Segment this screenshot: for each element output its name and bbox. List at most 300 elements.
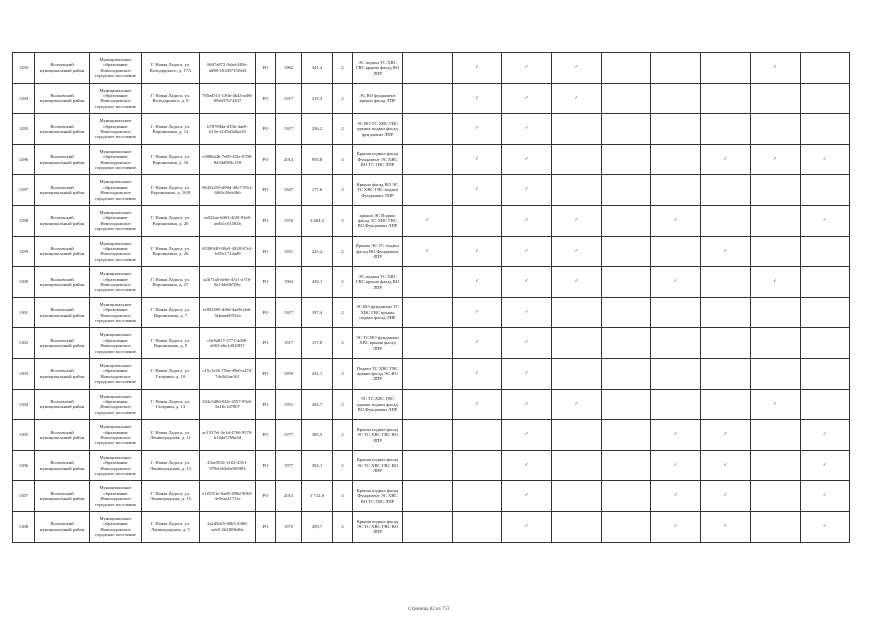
cell-id: b78789da-d35b-4ae0-b15e-e145a0a0ae29 [200,114,256,145]
check-mark-icon: ✓ [452,53,502,84]
check-mark-icon: ✓ [800,420,850,451]
cell-address: Г. Новая Ладога, ул. Воронихина, д. 16 [142,144,200,175]
cell-district: Волховский муниципальный район [35,328,90,359]
check-mark-icon: ✓ [800,481,850,512]
cell-n: 1308 [13,511,35,542]
cell-address: Г. Новая Ладога, ул. Воронихина, д. 13 [142,114,200,145]
empty-mark-cell [552,481,602,512]
cell-n: 1296 [13,144,35,175]
table-row [13,144,850,175]
empty-mark-cell [601,297,651,328]
cell-year: 1951 [276,389,302,420]
empty-mark-cell [601,267,651,298]
cell-year: 1917 [276,83,302,114]
empty-mark-cell [403,53,453,84]
empty-mark-cell [452,420,502,451]
empty-mark-cell [601,481,651,512]
cell-id: 632e348d-9f2f-4557-95e6-5a16c1d7807 [200,389,256,420]
check-mark-icon: ✓ [800,450,850,481]
empty-mark-cell [750,175,800,206]
cell-id: 785ed515-136b-4b43-ad8f-09a937b72447 [200,83,256,114]
cell-id: 65390f40-98a5-4928-87e2-fc09c1722ad9 [200,236,256,267]
cell-cnt: 2 [333,175,353,206]
cell-address: Г. Новая Ладога, ул. Воронихина, д. 16/8 [142,175,200,206]
check-mark-icon: ✓ [800,144,850,175]
empty-mark-cell [552,328,602,359]
cell-settlement: Муниципальное образование Новоладожское городское поселение [90,328,142,359]
empty-mark-cell [403,481,453,512]
check-mark-icon: ✓ [800,511,850,542]
cell-cnt: 5 [333,205,353,236]
cell-year: 2014 [276,144,302,175]
cell-year: 1947 [276,175,302,206]
check-mark-icon: ✓ [701,450,751,481]
table-row [13,420,850,451]
check-mark-icon: ✓ [502,328,552,359]
cell-works: Крыша подвал фасад ЭС ТС ХВС ГВС ВО ЛПР [353,420,403,451]
empty-mark-cell [800,236,850,267]
table-row [13,205,850,236]
cell-works: ЭС ТС ХВС ГВС крыша подвал фасад ВО Фундамент ЛПР [353,389,403,420]
empty-mark-cell [750,205,800,236]
empty-mark-cell [403,420,453,451]
cell-district: Волховский муниципальный район [35,175,90,206]
check-mark-icon: ✓ [452,114,502,145]
cell-works: ЭС ВО ТС ХВС ГВС крыша подвал фасад фундамент ЛПР [353,114,403,145]
cell-n: 1302 [13,328,35,359]
check-mark-icon: ✓ [502,53,552,84]
cell-n: 1299 [13,236,35,267]
cell-type: РО [256,267,276,298]
cell-id: ac1557ef-3e1d-4766-9570-b14da5768a5d [200,420,256,451]
cell-area: 1 712,8 [302,481,333,512]
check-mark-icon: ✓ [452,267,502,298]
empty-mark-cell [601,144,651,175]
cell-type: РО [256,481,276,512]
empty-mark-cell [800,358,850,389]
cell-works: Крыша подвал фасад ЭС ТС ХВС ГВС ВО ЛПР [353,511,403,542]
empty-mark-cell [800,114,850,145]
check-mark-icon: ✓ [750,267,800,298]
cell-year: 1977 [276,420,302,451]
cell-district: Волховский муниципальный район [35,420,90,451]
cell-type: РО [256,175,276,206]
cell-works: Крыша подвал фасад Фундамент ЭС ХВС ВО ТС ГВС ЛПР [353,144,403,175]
check-mark-icon: ✓ [750,144,800,175]
check-mark-icon: ✓ [552,236,602,267]
cell-year: 1917 [276,328,302,359]
cell-settlement: Муниципальное образование Новоладожское городское поселение [90,144,142,175]
cell-cnt: 2 [333,511,353,542]
cell-district: Волховский муниципальный район [35,267,90,298]
cell-works: Крыша подвал фасад ЭС ТС ХВС ГВС ВО ЛПР [353,450,403,481]
empty-mark-cell [403,511,453,542]
table-row [13,481,850,512]
check-mark-icon: ✓ [502,114,552,145]
empty-mark-cell [601,236,651,267]
cell-district: Волховский муниципальный район [35,83,90,114]
page-footer: Страница 82 из 753 [408,607,450,612]
empty-mark-cell [403,175,453,206]
empty-mark-cell [651,328,701,359]
check-mark-icon: ✓ [750,53,800,84]
check-mark-icon: ✓ [403,205,453,236]
cell-year: 1975 [276,511,302,542]
empty-mark-cell [750,114,800,145]
empty-mark-cell [601,175,651,206]
cell-id: c0e0a817-2771-4d36-a063-e6e1d01f837 [200,328,256,359]
check-mark-icon: ✓ [452,328,502,359]
check-mark-icon: ✓ [800,205,850,236]
check-mark-icon: ✓ [552,205,602,236]
cell-type: РО [256,389,276,420]
cell-works: Крыша подвал фасад Фундамент ЭС ХВС ВО ТС ГВС ЛПР [353,481,403,512]
table-row [13,389,850,420]
cell-n: 1305 [13,420,35,451]
cell-cnt: 2 [333,297,353,328]
empty-mark-cell [701,175,751,206]
cell-area: 392,1 [302,450,333,481]
cell-works: Крыша ЭС ТС подвал фасад ВО Фундамент ЛПР [353,236,403,267]
empty-mark-cell [601,328,651,359]
empty-mark-cell [750,83,800,114]
empty-mark-cell [800,83,850,114]
table-row [13,114,850,145]
cell-id: e1f5551e-0ad9-498d-90b5-3e5eae41711e [200,481,256,512]
cell-type: РО [256,511,276,542]
check-mark-icon: ✓ [552,53,602,84]
cell-cnt: 2 [333,114,353,145]
housing-register-table [12,52,850,543]
empty-mark-cell [601,358,651,389]
cell-settlement: Муниципальное образование Новоладожское городское поселение [90,297,142,328]
check-mark-icon: ✓ [651,481,701,512]
empty-mark-cell [601,205,651,236]
cell-area: 236,2 [302,114,333,145]
cell-settlement: Муниципальное образование Новоладожское городское поселение [90,481,142,512]
cell-cnt: 2 [333,389,353,420]
empty-mark-cell [800,328,850,359]
cell-address: Г. Новая Ладога, ул. Гагарина, д. 10 [142,358,200,389]
empty-mark-cell [403,83,453,114]
cell-cnt: 2 [333,328,353,359]
empty-mark-cell [651,114,701,145]
cell-address: Г. Новая Ладога, ул. Володарского, д. 17А [142,53,200,84]
check-mark-icon: ✓ [701,511,751,542]
table-row [13,53,850,84]
cell-area: 3 664,3 [302,205,333,236]
cell-area: 955,8 [302,144,333,175]
cell-type: РО [256,205,276,236]
cell-cnt: 2 [333,236,353,267]
cell-area: 341,4 [302,53,333,84]
cell-district: Волховский муниципальный район [35,144,90,175]
empty-mark-cell [403,358,453,389]
check-mark-icon: ✓ [452,175,502,206]
check-mark-icon: ✓ [452,236,502,267]
check-mark-icon: ✓ [651,267,701,298]
cell-type: РО [256,53,276,84]
empty-mark-cell [651,297,701,328]
cell-cnt: 2 [333,358,353,389]
check-mark-icon: ✓ [502,389,552,420]
empty-mark-cell [601,389,651,420]
cell-district: Волховский муниципальный район [35,389,90,420]
cell-type: РО [256,420,276,451]
cell-settlement: Муниципальное образование Новоладожское городское поселение [90,389,142,420]
cell-area: 484,7 [302,389,333,420]
empty-mark-cell [403,267,453,298]
empty-mark-cell [750,236,800,267]
cell-district: Волховский муниципальный район [35,205,90,236]
cell-settlement: Муниципальное образование Новоладожское городское поселение [90,450,142,481]
check-mark-icon: ✓ [452,83,502,114]
empty-mark-cell [651,358,701,389]
table-row [13,236,850,267]
empty-mark-cell [750,328,800,359]
cell-works: Подвал ТС ХВС ГВС крыша фасад ЭС ВО ЛПР [353,358,403,389]
cell-n: 1293 [13,53,35,84]
cell-year: 1951 [276,236,302,267]
cell-id: a2b71a8-be6e-47a1-a716-8e13de0b706c [200,267,256,298]
cell-year: 1962 [276,53,302,84]
empty-mark-cell [552,358,602,389]
table-row [13,358,850,389]
empty-mark-cell [651,144,701,175]
empty-mark-cell [800,267,850,298]
cell-area: 431,1 [302,358,333,389]
empty-mark-cell [552,144,602,175]
cell-settlement: Муниципальное образование Новоладожское городское поселение [90,205,142,236]
cell-works: ЭС ТС ВО фундамент ХВС крыша фасад ЛПР [353,328,403,359]
cell-n: 1294 [13,83,35,114]
check-mark-icon: ✓ [701,236,751,267]
empty-mark-cell [701,389,751,420]
check-mark-icon: ✓ [452,389,502,420]
cell-settlement: Муниципальное образование Новоладожское городское поселение [90,511,142,542]
cell-year: 1959 [276,358,302,389]
check-mark-icon: ✓ [651,450,701,481]
empty-mark-cell [552,450,602,481]
cell-settlement: Муниципальное образование Новоладожское городское поселение [90,175,142,206]
cell-works: ЭС ВО фундамент ТС ХВС ГВС крыша подвал фасад ЛПР [353,297,403,328]
cell-settlement: Муниципальное образование Новоладожское городское поселение [90,358,142,389]
cell-area: 157,8 [302,328,333,359]
table-row [13,83,850,114]
empty-mark-cell [452,511,502,542]
cell-district: Волховский муниципальный район [35,236,90,267]
check-mark-icon: ✓ [502,267,552,298]
cell-address: Г. Новая Ладога, ул. Ленинградская, д. 11 [142,420,200,451]
empty-mark-cell [452,481,502,512]
empty-mark-cell [800,389,850,420]
cell-address: Г. Новая Ладога, ул. Воронихина, д. 26 [142,236,200,267]
cell-type: РО [256,297,276,328]
cell-settlement: Муниципальное образование Новоладожское городское поселение [90,420,142,451]
empty-mark-cell [601,511,651,542]
check-mark-icon: ✓ [452,358,502,389]
cell-year: 1963 [276,267,302,298]
empty-mark-cell [701,83,751,114]
cell-district: Волховский муниципальный район [35,53,90,84]
check-mark-icon: ✓ [502,481,552,512]
cell-works: ЭС подвал ТС ХВС ГВС крыша фасад ВО ЛПР [353,267,403,298]
empty-mark-cell [452,450,502,481]
empty-mark-cell [701,358,751,389]
cell-type: РО [256,358,276,389]
empty-mark-cell [403,389,453,420]
check-mark-icon: ✓ [651,511,701,542]
cell-type: РО [256,450,276,481]
empty-mark-cell [701,297,751,328]
cell-year: 1917 [276,114,302,145]
empty-mark-cell [601,83,651,114]
cell-district: Волховский муниципальный район [35,358,90,389]
cell-works: крыша ЭС Подвал фасад ТС ХВС ГВС ВО Фундамент ЛПР [353,205,403,236]
cell-area: 187,4 [302,297,333,328]
empty-mark-cell [750,511,800,542]
empty-mark-cell [552,175,602,206]
empty-mark-cell [552,297,602,328]
cell-year: 1977 [276,450,302,481]
check-mark-icon: ✓ [502,175,552,206]
cell-address: Г. Новая Ладога, ул. Воронихина, д. 9 [142,328,200,359]
cell-n: 1306 [13,450,35,481]
empty-mark-cell [601,53,651,84]
cell-cnt: 3 [333,144,353,175]
cell-district: Волховский муниципальный район [35,511,90,542]
table-row [13,175,850,206]
cell-works: ЭС ВО фундамент крыша фасад ЛПР [353,83,403,114]
cell-settlement: Муниципальное образование Новоладожское городское поселение [90,83,142,114]
empty-mark-cell [701,267,751,298]
empty-mark-cell [452,205,502,236]
check-mark-icon: ✓ [403,236,453,267]
cell-id: e3880a46-7e09-4f3e-9700-8d34d903c159 [200,144,256,175]
empty-mark-cell [750,481,800,512]
cell-area: 439,1 [302,267,333,298]
cell-settlement: Муниципальное образование Новоладожское городское поселение [90,236,142,267]
empty-mark-cell [701,205,751,236]
register-sheet [12,52,849,543]
cell-area: 385,5 [302,420,333,451]
cell-type: РО [256,83,276,114]
cell-n: 1300 [13,267,35,298]
cell-cnt: 2 [333,267,353,298]
cell-address: Г. Новая Ладога, ул. Воронихина, д. 20 [142,205,200,236]
cell-cnt: 3 [333,481,353,512]
cell-cnt: 2 [333,450,353,481]
check-mark-icon: ✓ [750,389,800,420]
cell-address: Г. Новая Ладога, ул. Воронихина, д. 7 [142,297,200,328]
cell-n: 1298 [13,205,35,236]
table-row [13,267,850,298]
empty-mark-cell [750,450,800,481]
cell-address: Г. Новая Ладога, ул. Ленинградская, д. 5 [142,511,200,542]
cell-district: Волховский муниципальный район [35,114,90,145]
empty-mark-cell [403,114,453,145]
check-mark-icon: ✓ [701,420,751,451]
check-mark-icon: ✓ [701,144,751,175]
check-mark-icon: ✓ [452,144,502,175]
empty-mark-cell [403,328,453,359]
cell-address: Г. Новая Ладога, ул. Ленинградская, д. 13 [142,450,200,481]
check-mark-icon: ✓ [502,205,552,236]
cell-id: c15c1e26-75ea-49e6-a474-7de3d2ae161 [200,358,256,389]
cell-area: 219,3 [302,83,333,114]
cell-n: 1304 [13,389,35,420]
check-mark-icon: ✓ [651,205,701,236]
check-mark-icon: ✓ [452,297,502,328]
cell-works: ЭС подвал ТС ХВС ГВС крыша фасад ВО ЛПР [353,53,403,84]
empty-mark-cell [651,389,701,420]
empty-mark-cell [750,358,800,389]
cell-type: РО [256,144,276,175]
empty-mark-cell [651,83,701,114]
cell-id: fe092509-df8d-4ad8-afeb-3ebaae60532a [200,297,256,328]
cell-id: 96432256-d90d-48e7-95cf-6f60c26eb3bb [200,175,256,206]
cell-district: Волховский муниципальный район [35,297,90,328]
check-mark-icon: ✓ [502,420,552,451]
empty-mark-cell [701,328,751,359]
cell-year: 1917 [276,297,302,328]
check-mark-icon: ✓ [502,511,552,542]
empty-mark-cell [800,297,850,328]
cell-type: РО [256,114,276,145]
check-mark-icon: ✓ [502,297,552,328]
empty-mark-cell [750,297,800,328]
cell-district: Волховский муниципальный район [35,481,90,512]
cell-year: 2013 [276,481,302,512]
cell-n: 1295 [13,114,35,145]
empty-mark-cell [601,450,651,481]
empty-mark-cell [403,297,453,328]
cell-settlement: Муниципальное образование Новоладожское городское поселение [90,114,142,145]
empty-mark-cell [651,236,701,267]
empty-mark-cell [552,114,602,145]
cell-id: ea532ae-b063-4f20-93e8-ae4b1c01582b [200,205,256,236]
cell-address: Г. Новая Ладога, ул. Воронихина, д. 27 [142,267,200,298]
cell-area: 459,7 [302,511,333,542]
cell-n: 1303 [13,358,35,389]
table-row [13,511,850,542]
empty-mark-cell [651,53,701,84]
cell-cnt: 2 [333,420,353,451]
empty-mark-cell [750,420,800,451]
cell-address: Г. Новая Ладога, ул. Володарского, д. 8 [142,83,200,114]
cell-id: 8647a872-3dad-485e-a688-181d9735f9d4 [200,53,256,84]
cell-address: Г. Новая Ладога, ул. Гагарина, д. 13 [142,389,200,420]
empty-mark-cell [601,420,651,451]
cell-settlement: Муниципальное образование Новоладожское городское поселение [90,267,142,298]
table-row [13,297,850,328]
cell-n: 1307 [13,481,35,512]
cell-cnt: 2 [333,53,353,84]
cell-n: 1297 [13,175,35,206]
table-row [13,328,850,359]
empty-mark-cell [701,114,751,145]
cell-cnt: 2 [333,83,353,114]
cell-area: 225,2 [302,236,333,267]
cell-id: 2a2d5de5-60b5-4360-aeb5-2b3f09b46a [200,511,256,542]
cell-type: РО [256,328,276,359]
cell-works: Крыша фасад ВО ЭС ТС ХВС ГВС подвал Фундамент ЛПР [353,175,403,206]
cell-n: 1301 [13,297,35,328]
check-mark-icon: ✓ [552,83,602,114]
empty-mark-cell [701,53,751,84]
empty-mark-cell [552,511,602,542]
check-mark-icon: ✓ [502,450,552,481]
